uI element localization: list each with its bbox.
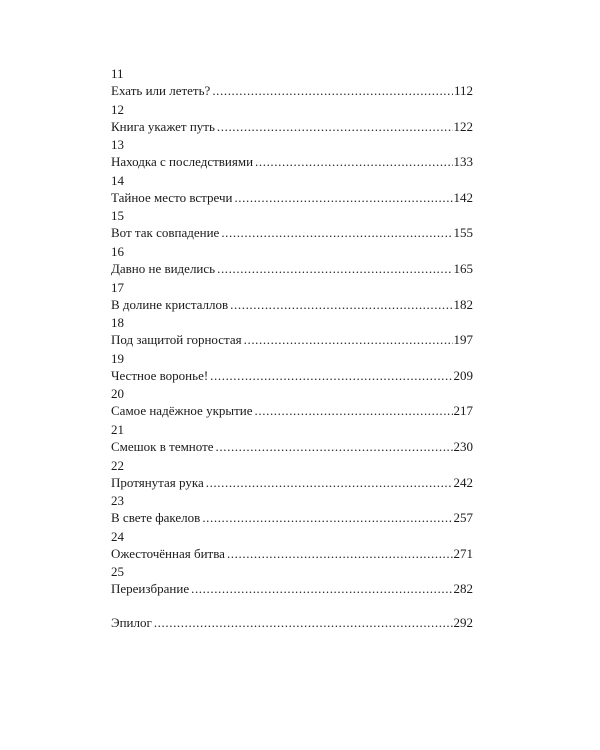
dot-leader: [227, 545, 453, 562]
chapter-title: Тайное место встречи: [111, 189, 233, 205]
page-number: 271: [453, 545, 473, 561]
page-number: 217: [453, 403, 473, 419]
toc-entry-17: [111, 280, 473, 316]
chapter-number: 22: [111, 457, 124, 473]
toc-entry-15: [111, 208, 473, 244]
chapter-title: Честное воронье!: [111, 367, 209, 383]
chapter-title: Под защитой горностая: [111, 332, 242, 348]
toc-line[interactable]: [111, 189, 473, 206]
chapter-number: 14: [111, 172, 124, 188]
toc-line[interactable]: [111, 580, 473, 597]
chapter-title: Протянутая рука: [111, 474, 204, 490]
dot-leader: [210, 367, 452, 384]
page-number: 182: [453, 296, 473, 312]
toc-entry-25: [111, 564, 473, 600]
page-number: 197: [453, 332, 473, 348]
chapter-number: 20: [111, 386, 124, 402]
chapter-number: 24: [111, 528, 124, 544]
toc-entry-14: [111, 173, 473, 209]
page-number: 122: [453, 118, 473, 134]
dot-leader: [216, 438, 453, 455]
chapter-number: 17: [111, 279, 124, 295]
chapter-title: В долине кристаллов: [111, 296, 229, 312]
page-number: 292: [453, 614, 473, 630]
dot-leader: [217, 260, 452, 277]
toc-entry-13: [111, 137, 473, 173]
chapter-number: 12: [111, 101, 124, 117]
dot-leader: [255, 402, 453, 419]
toc-line[interactable]: [111, 545, 473, 562]
page-number: 257: [453, 510, 473, 526]
dot-leader: [191, 580, 452, 597]
toc-entry-22: [111, 458, 473, 494]
toc-line[interactable]: [111, 296, 473, 313]
dot-leader: [255, 153, 452, 170]
toc-line[interactable]: [111, 331, 473, 348]
toc-line[interactable]: [111, 224, 473, 241]
toc-line[interactable]: [111, 474, 473, 491]
toc-line[interactable]: [111, 509, 473, 526]
toc-entry-19: [111, 351, 473, 387]
dot-leader: [234, 189, 452, 206]
toc-line[interactable]: [111, 82, 473, 99]
page-number: 282: [453, 581, 473, 597]
chapter-number: 21: [111, 421, 124, 437]
chapter-title: Переизбрание: [111, 581, 190, 597]
chapter-title: Смешок в темноте: [111, 438, 214, 454]
toc-entry-20: [111, 386, 473, 422]
chapter-number: 23: [111, 493, 124, 509]
toc-entry-11: [111, 66, 473, 102]
chapter-number: 18: [111, 315, 124, 331]
chapter-number: 19: [111, 350, 124, 366]
page-number: 165: [453, 260, 473, 276]
toc-epilogue[interactable]: [111, 614, 473, 631]
chapter-number: 13: [111, 137, 124, 153]
page-number: 112: [453, 83, 473, 98]
chapter-title: В свете факелов: [111, 510, 201, 526]
chapter-title: Давно не виделись: [111, 260, 216, 276]
table-of-contents: [111, 66, 473, 631]
chapter-title: Вот так совпадение: [111, 225, 220, 241]
toc-entry-23: [111, 493, 473, 529]
toc-line[interactable]: [111, 153, 473, 170]
dot-leader: [230, 296, 452, 313]
toc-entry-18: [111, 315, 473, 351]
epilogue-title: Эпилог: [111, 614, 152, 630]
page-number: 155: [453, 225, 473, 241]
toc-entry-12: [111, 102, 473, 138]
chapter-title: Книга укажет путь: [111, 118, 215, 134]
chapter-title: Ехать или лететь?: [111, 83, 211, 98]
toc-line[interactable]: [111, 367, 473, 384]
chapter-number: 16: [111, 243, 124, 259]
toc-entry-16: [111, 244, 473, 280]
chapter-number: 25: [111, 564, 124, 580]
chapter-number: 15: [111, 208, 124, 224]
page-number: 230: [453, 438, 473, 454]
toc-line[interactable]: [111, 260, 473, 277]
chapter-number: 11: [111, 66, 124, 81]
dot-leader: [221, 224, 452, 241]
page-number: 142: [453, 189, 473, 205]
toc-entry-24: [111, 529, 473, 565]
dot-leader: [217, 118, 453, 135]
chapter-title: Самое надёжное укрытие: [111, 403, 253, 419]
page-number: 209: [453, 367, 473, 383]
dot-leader: [244, 331, 453, 348]
dot-leader: [202, 509, 452, 526]
dot-leader: [206, 474, 453, 491]
toc-line[interactable]: [111, 402, 473, 419]
toc-entry-21: [111, 422, 473, 458]
chapter-title: Находка с последствиями: [111, 154, 254, 170]
page-number: 133: [453, 154, 473, 170]
toc-line[interactable]: [111, 118, 473, 135]
toc-line[interactable]: [111, 438, 473, 455]
dot-leader: [212, 82, 453, 99]
chapter-title: Ожесточённая битва: [111, 545, 225, 561]
page-number: 242: [453, 474, 473, 490]
dot-leader: [154, 614, 453, 631]
